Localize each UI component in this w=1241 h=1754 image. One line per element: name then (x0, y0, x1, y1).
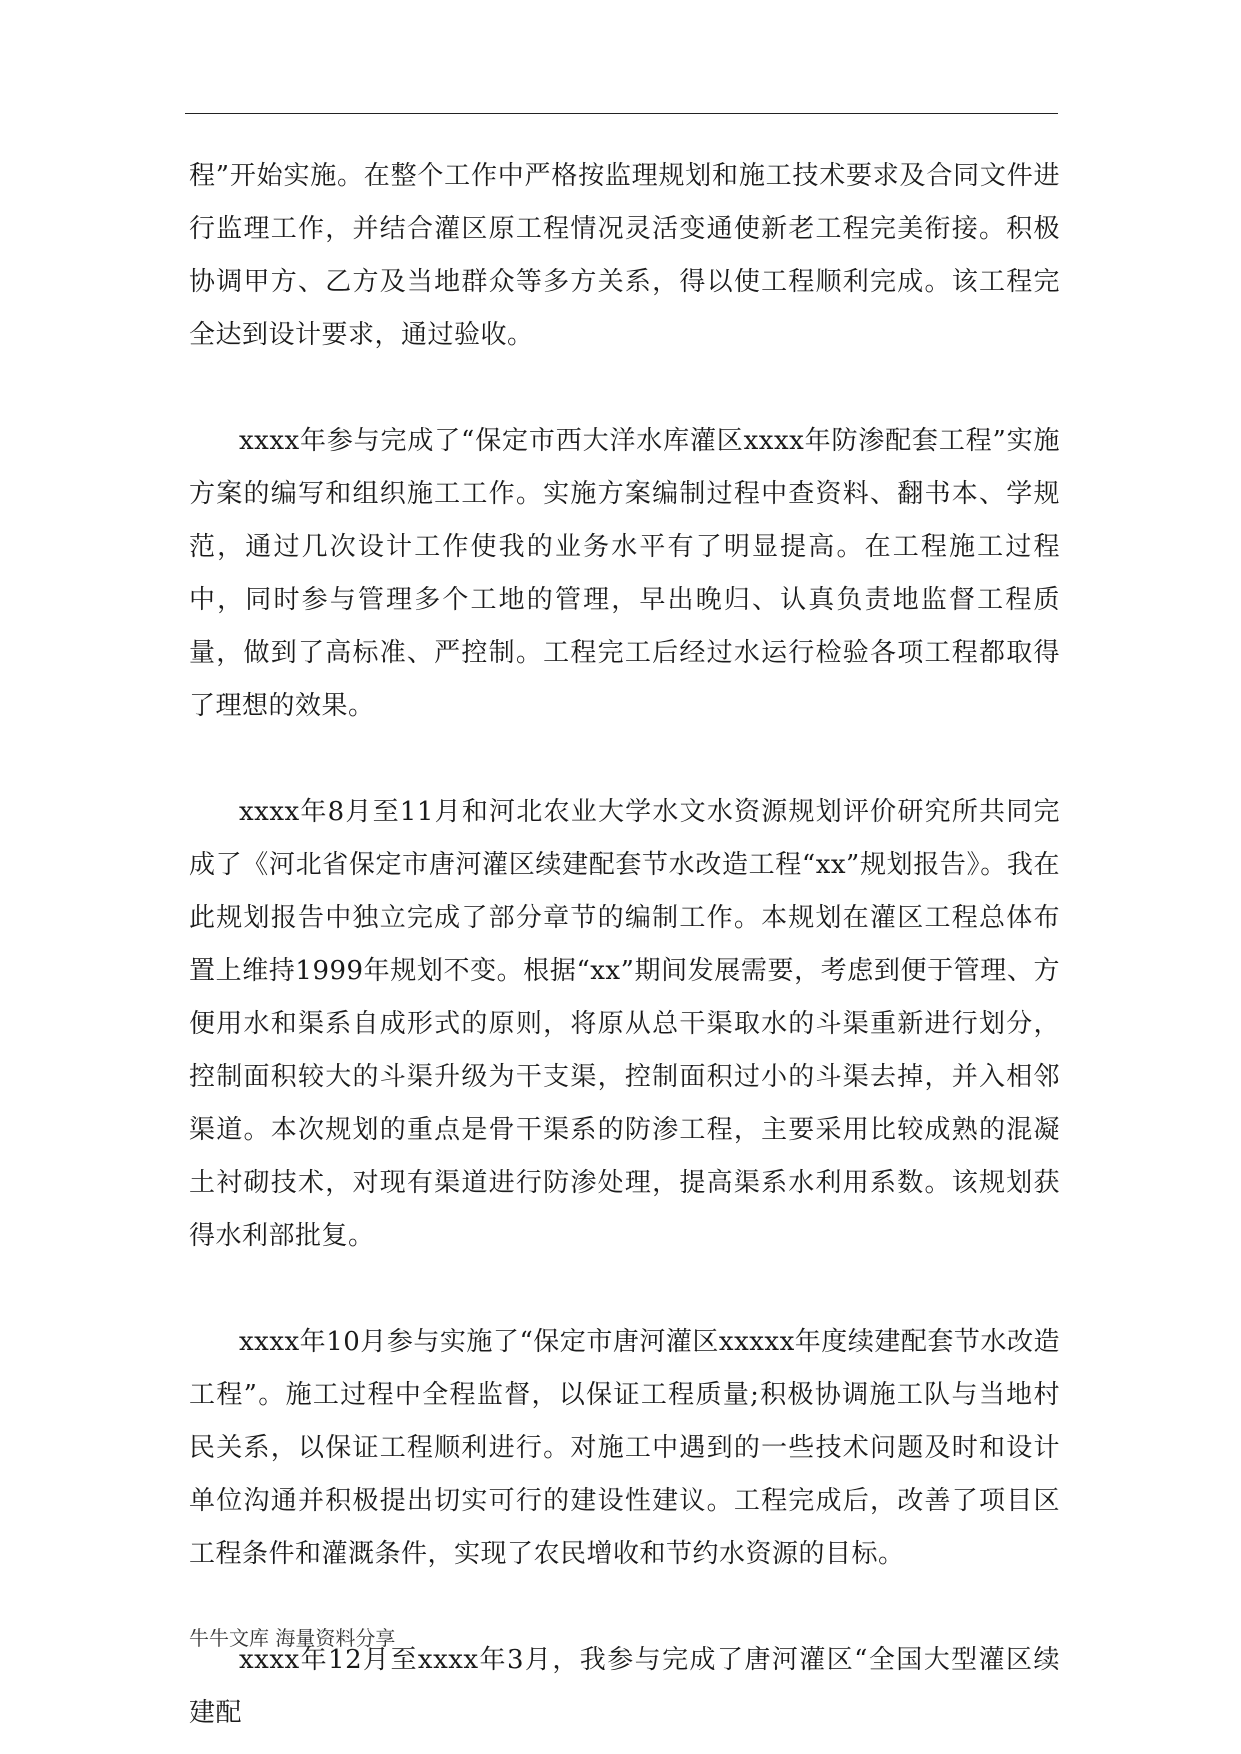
paragraph-1: 程”开始实施。在整个工作中严格按监理规划和施工技术要求及合同文件进行监理工作，并结合灌区原工程情况灵活变通使新老工程完美衔接。积极协调甲方、乙方及当地群众等多方关系，得以使工程顺利完成。该工程完全达到设计要求，通过验收。 (189, 161, 1060, 350)
paragraph-2: xxxx年参与完成了“保定市西大洋水库灌区xxxx年防渗配套工程”实施方案的编写和组织施工工作。实施方案编制过程中查资料、翻书本、学规范，通过几次设计工作使我的业务水平有了明显提高。在工程施工过程中，同时参与管理多个工地的管理，早出晚归、认真负责地监督工程质量，做到了高标准、严控制。工程完工后经过水运行检验各项工程都取得了理想的效果。 (189, 426, 1060, 721)
paragraph-gap (189, 1263, 1060, 1316)
document-body (189, 150, 1060, 1740)
paragraph-gap (189, 362, 1060, 415)
page-footer: 牛牛文库 海量资料分享 (189, 1626, 396, 1650)
header-rule (185, 113, 1058, 114)
paragraph-4: xxxx年10月参与实施了“保定市唐河灌区xxxxx年度续建配套节水改造工程”。施工过程中全程监督，以保证工程质量;积极协调施工队与当地村民关系，以保证工程顺利进行。对施工中遇到的一些技术问题及时和设计单位沟通并积极提出切实可行的建设性建议。工程完成后，改善了项目区工程条件和灌溉条件，实现了农民增收和节约水资源的目标。 (189, 1327, 1060, 1569)
paragraph-gap (189, 733, 1060, 786)
paragraph-3: xxxx年8月至11月和河北农业大学水文水资源规划评价研究所共同完成了《河北省保定市唐河灌区续建配套节水改造工程“xx”规划报告》。我在此规划报告中独立完成了部分章节的编制工作。本规划在灌区工程总体布置上维持1999年规划不变。根据“xx”期间发展需要，考虑到便于管理、方便用水和渠系自成形式的原则，将原从总干渠取水的斗渠重新进行划分，控制面积较大的斗渠升级为干支渠，控制面积过小的斗渠去掉，并入相邻渠道。本次规划的重点是骨干渠系的防渗工程，主要采用比较成熟的混凝土衬砌技术，对现有渠道进行防渗处理，提高渠系水利用系数。该规划获得水利部批复。 (189, 797, 1060, 1251)
paragraph-5: xxxx年12月至xxxx年3月，我参与完成了唐河灌区“全国大型灌区续建配 (189, 1645, 1060, 1728)
